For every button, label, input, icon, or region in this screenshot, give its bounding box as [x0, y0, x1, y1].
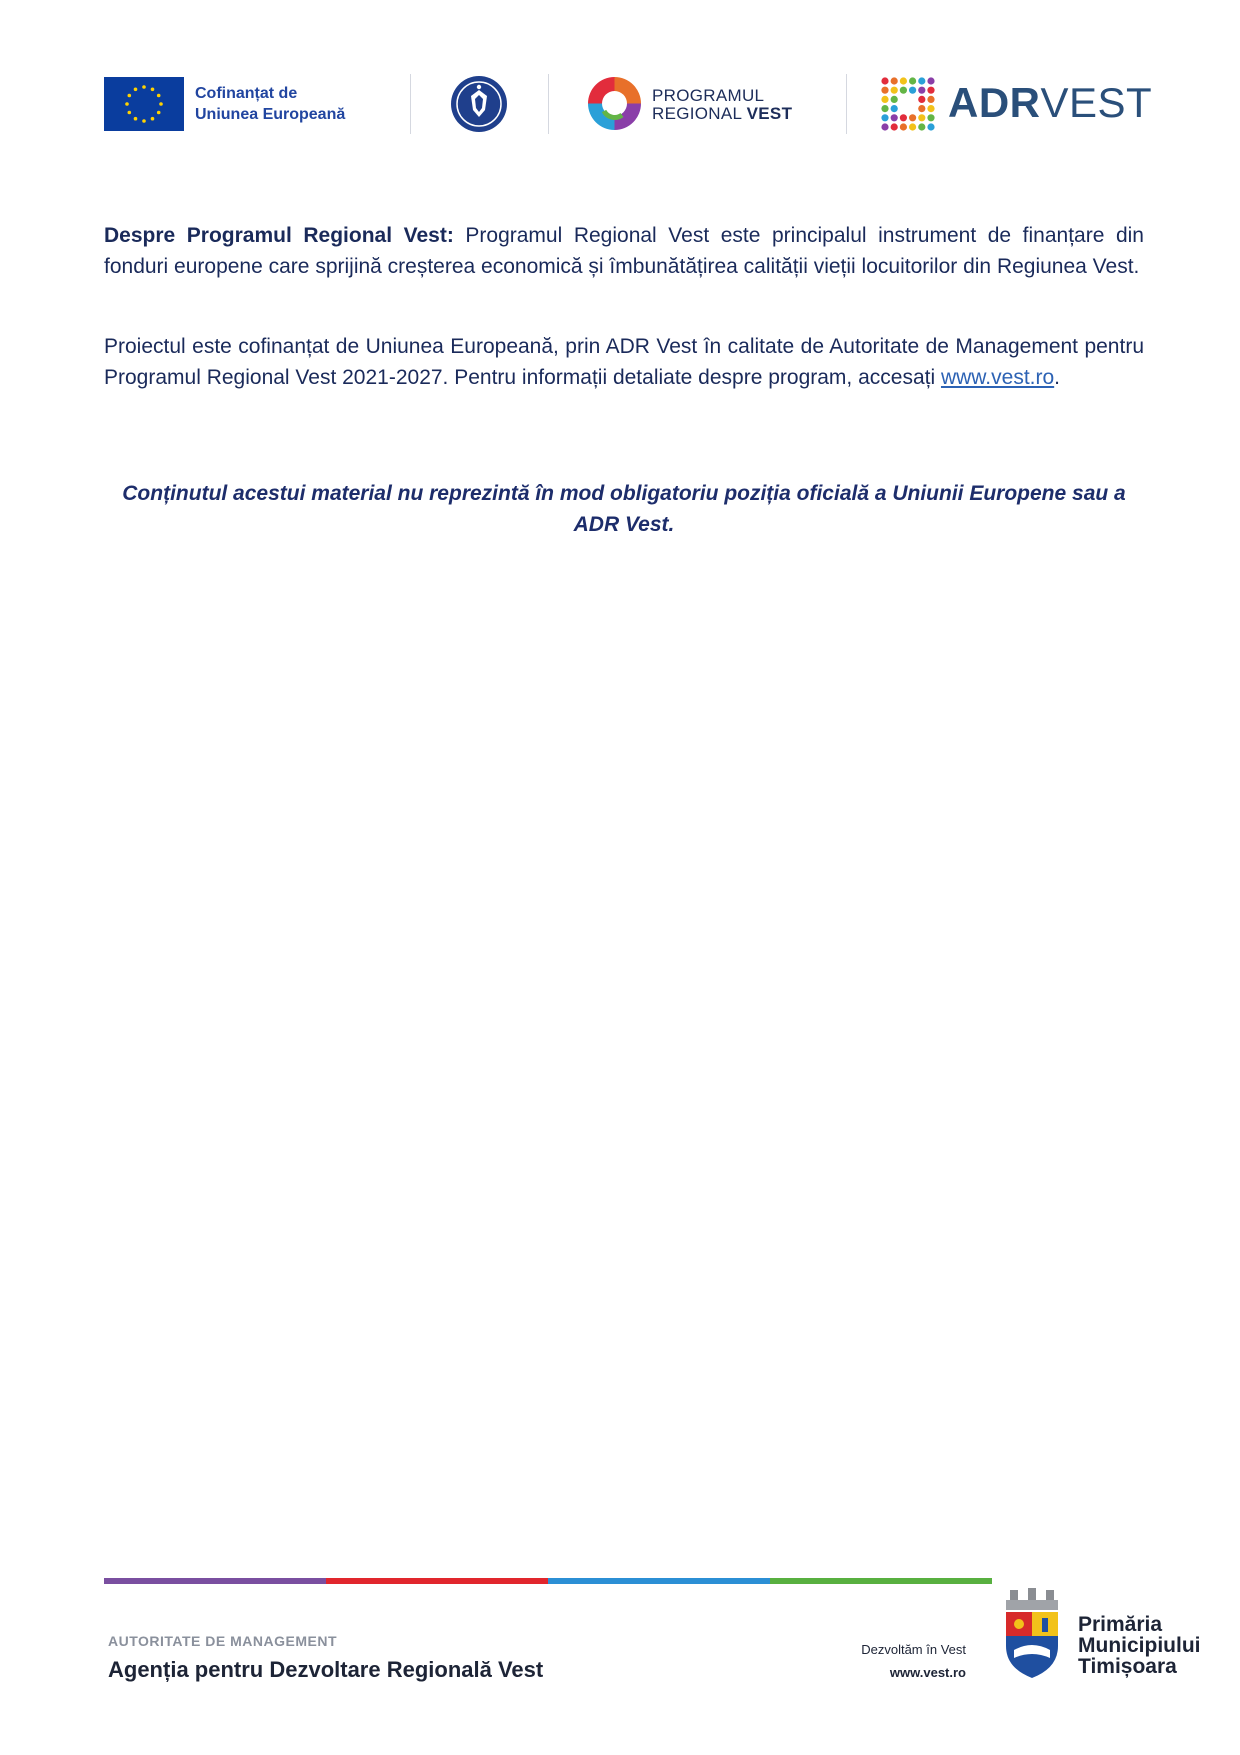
adr-dot	[881, 105, 888, 112]
adr-dot	[918, 96, 925, 103]
city-hall-line1: Primăria	[1078, 1613, 1163, 1636]
footer-stripe-purple	[104, 1578, 326, 1584]
adr-vest-label	[948, 80, 1152, 126]
adr-dot	[900, 87, 907, 94]
adr-dot	[909, 114, 916, 121]
adr-dot	[900, 114, 907, 121]
eu-label-line1: Cofinanțat de	[195, 85, 298, 102]
adr-dot	[900, 123, 907, 130]
eu-star	[157, 111, 161, 115]
eu-star	[142, 85, 146, 89]
city-hall-line2: Municipiului	[1078, 1634, 1201, 1657]
adr-dot	[918, 87, 925, 94]
adr-dot	[918, 123, 925, 130]
adr-dot	[918, 105, 925, 112]
eu-star	[151, 88, 155, 92]
adr-dot	[891, 96, 898, 103]
adr-dot	[881, 114, 888, 121]
eu-star	[142, 119, 146, 123]
adr-dot	[909, 123, 916, 130]
adr-dot	[927, 123, 934, 130]
prv-line2a: REGIONAL	[652, 104, 747, 123]
adr-dot	[927, 114, 934, 121]
eu-cofinance-label	[195, 83, 345, 125]
timisoara-coat-of-arms-icon	[1002, 1588, 1062, 1680]
logo-divider	[410, 74, 411, 134]
program-regional-vest-swirl-icon	[586, 75, 643, 132]
disclaimer: Conținutul acestui material nu reprezintă în mod obligatoriu poziția oficială a Uniunii Europene sau a ADR Vest.	[122, 482, 1126, 536]
eu-star	[134, 88, 138, 92]
adr-dot	[881, 123, 888, 130]
authority-label: AUTORITATE DE MANAGEMENT	[108, 1633, 337, 1649]
eu-label-line2: Uniunea Europeană	[195, 106, 346, 123]
footer-stripe-green	[770, 1578, 992, 1584]
adr-dot	[927, 87, 934, 94]
project-cofinance-text: Proiectul este cofinanțat de Uniunea Europeană, prin ADR Vest în calitate de Autoritate de Management pentru Programul Regional Vest 2021-2027. Pentru informații detaliate despre program, accesați	[104, 335, 1144, 389]
adr-dot	[927, 77, 934, 84]
eu-star	[159, 102, 163, 106]
footer-stripe-blue	[548, 1578, 770, 1584]
eu-star	[151, 117, 155, 121]
paragraph-end: .	[1054, 366, 1061, 389]
footer-slogan: Dezvoltăm în Vest	[861, 1642, 966, 1657]
logo-divider	[548, 74, 549, 134]
government-seal-icon	[450, 75, 508, 133]
adr-dot	[881, 87, 888, 94]
footer-stripe-red	[326, 1578, 548, 1584]
eu-star	[134, 117, 138, 121]
adr-dot	[900, 77, 907, 84]
program-regional-vest-label	[652, 87, 792, 123]
adr-dot	[927, 96, 934, 103]
adr-dot	[891, 105, 898, 112]
about-program-heading: Despre Programul Regional Vest:	[104, 224, 454, 247]
eu-star	[125, 102, 129, 106]
adr-vest-dots-icon	[880, 76, 936, 132]
prv-line2b: VEST	[746, 104, 793, 123]
eu-star	[128, 94, 132, 98]
adr-dot	[881, 96, 888, 103]
adr-dot	[918, 114, 925, 121]
adr-dot	[909, 77, 916, 84]
adr-dot	[891, 123, 898, 130]
adr-dot	[891, 114, 898, 121]
adr-dot	[891, 77, 898, 84]
footer-website: www.vest.ro	[889, 1665, 966, 1680]
adr-dot	[918, 77, 925, 84]
adr-part2: VEST	[1040, 79, 1153, 126]
adr-dot	[927, 105, 934, 112]
city-hall-label	[1078, 1614, 1200, 1677]
authority-name: Agenția pentru Dezvoltare Regională Vest	[108, 1657, 544, 1682]
about-program-paragraph	[104, 220, 1144, 282]
adr-part1: ADR	[948, 79, 1041, 126]
logo-divider	[846, 74, 847, 134]
vest-website-link[interactable]: www.vest.ro	[940, 366, 1055, 389]
city-hall-line3: Timișoara	[1078, 1655, 1177, 1678]
eu-star	[128, 111, 132, 115]
adr-dot	[891, 87, 898, 94]
adr-dot	[881, 77, 888, 84]
about-program-text: Programul Regional Vest este principalul instrument de finanțare din fonduri europene care sprijină creșterea economică și îmbunătățirea calității vieții locuitorilor din Regiunea Vest.	[104, 224, 1144, 278]
project-cofinance-paragraph	[104, 331, 1144, 393]
eu-flag-icon	[104, 77, 184, 131]
prv-line1: PROGRAMUL	[652, 86, 765, 105]
adr-dot	[909, 87, 916, 94]
eu-star	[157, 94, 161, 98]
